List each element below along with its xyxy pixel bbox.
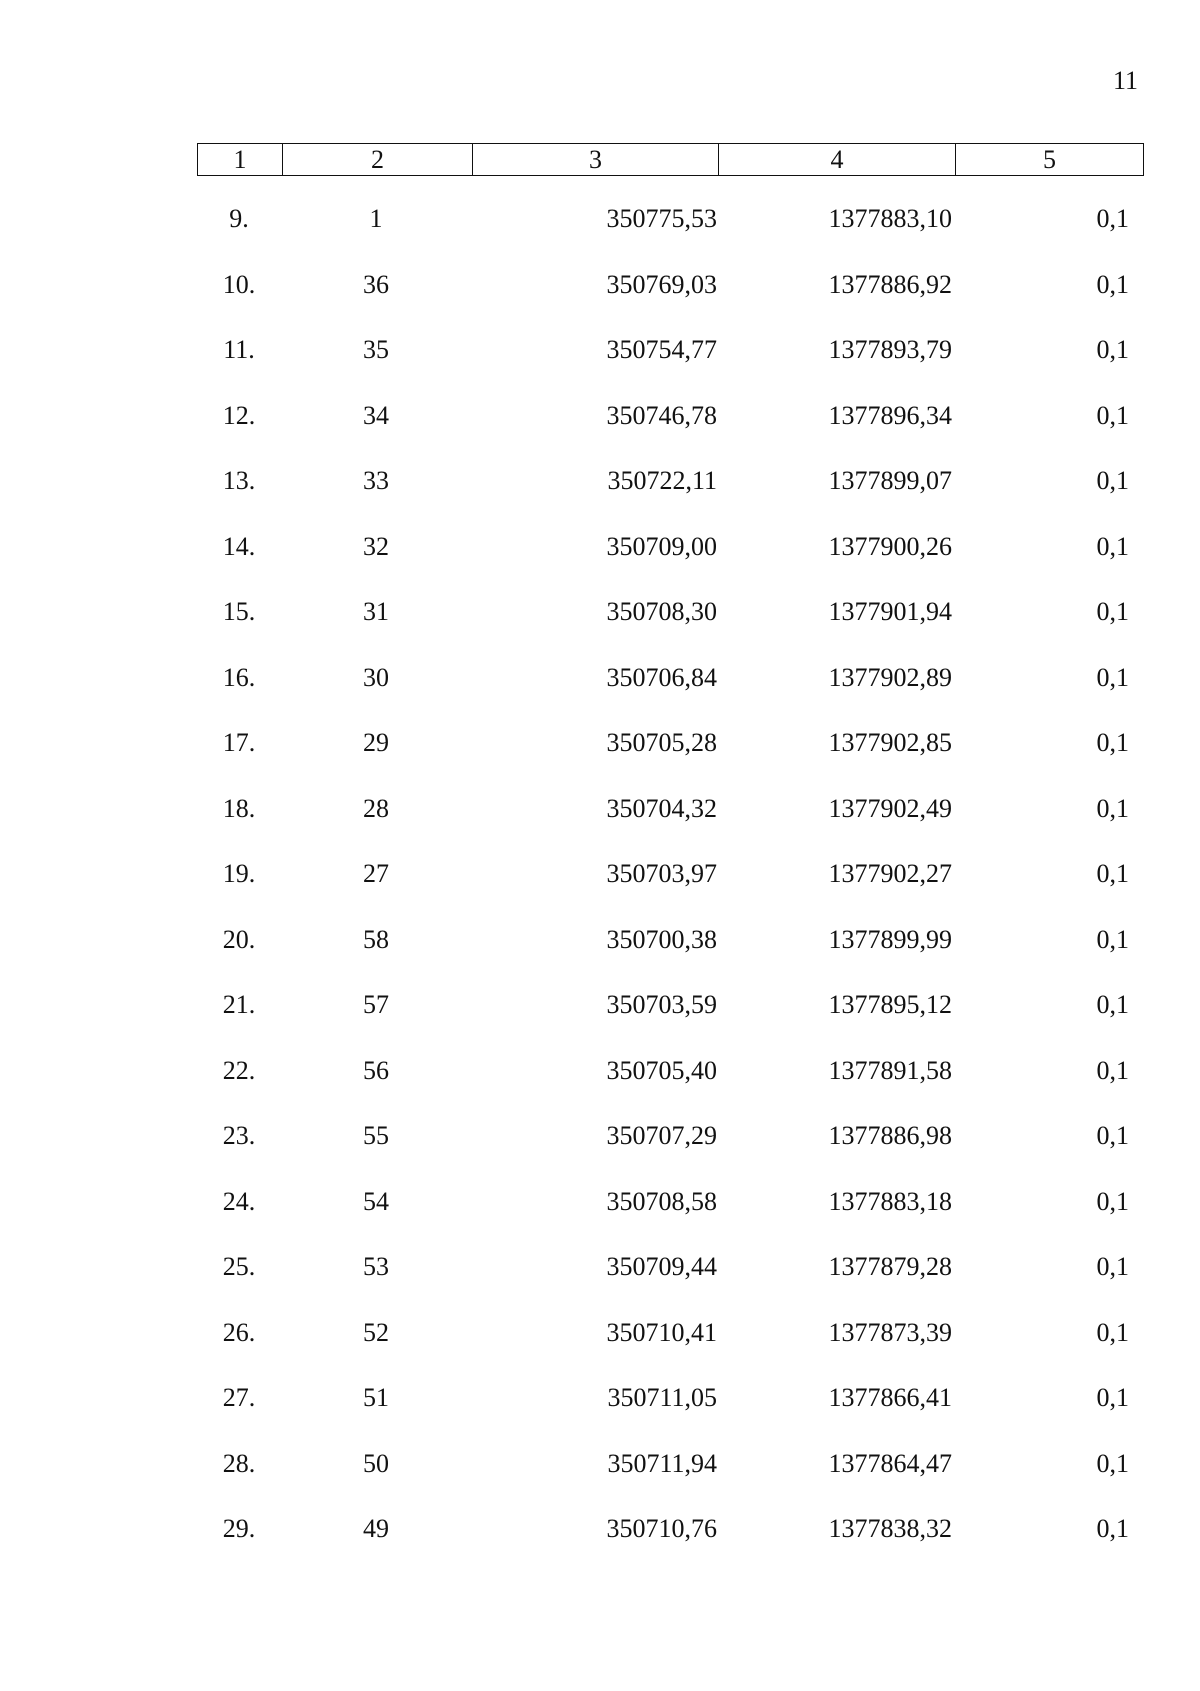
cell-coordinate-y: 1377895,12 [828, 990, 952, 1019]
header-col-5: 5 [955, 144, 1143, 175]
cell-coordinate-y: 1377902,49 [828, 793, 952, 823]
cell-point-number: 31 [363, 597, 389, 626]
cell-accuracy: 0,1 [1096, 1448, 1129, 1478]
cell-accuracy: 0,1 [1096, 662, 1129, 692]
cell-point-index: 14. [222, 531, 256, 561]
cell-accuracy: 0,1 [1096, 1317, 1129, 1347]
cell-coordinate-y: 1377900,26 [828, 531, 952, 561]
cell-point-index: 13. [222, 466, 256, 495]
table-row [197, 1376, 1144, 1442]
table-row [197, 197, 1144, 263]
cell-accuracy: 0,1 [1096, 597, 1129, 626]
cell-accuracy: 0,1 [1096, 1514, 1129, 1543]
cell-point-number: 50 [363, 1448, 389, 1478]
cell-coordinate-x: 350708,58 [606, 1186, 717, 1216]
cell-coordinate-y: 1377902,27 [828, 859, 952, 888]
cell-point-number: 35 [363, 335, 389, 364]
cell-point-number: 32 [363, 531, 389, 561]
table-row [197, 1245, 1144, 1311]
cell-point-number: 28 [363, 793, 389, 823]
cell-coordinate-y: 1377886,98 [828, 1121, 952, 1150]
table-row [197, 328, 1144, 394]
table-row [197, 590, 1144, 656]
cell-point-index: 18. [222, 793, 256, 823]
cell-point-number: 36 [363, 269, 389, 299]
cell-coordinate-y: 1377902,89 [828, 662, 952, 692]
cell-coordinate-x: 350722,11 [607, 466, 717, 495]
cell-coordinate-y: 1377883,10 [828, 204, 952, 233]
cell-accuracy: 0,1 [1096, 1055, 1129, 1085]
cell-point-index: 29. [222, 1514, 256, 1543]
table-row [197, 656, 1144, 722]
cell-accuracy: 0,1 [1096, 269, 1129, 299]
table-row [197, 1442, 1144, 1508]
cell-accuracy: 0,1 [1096, 466, 1129, 495]
table-row [197, 918, 1144, 984]
table-row [197, 1049, 1144, 1115]
table-row [197, 459, 1144, 525]
cell-point-number: 1 [369, 204, 383, 233]
cell-coordinate-y: 1377901,94 [828, 597, 952, 626]
table-row [197, 721, 1144, 787]
cell-accuracy: 0,1 [1096, 1121, 1129, 1150]
cell-point-index: 28. [222, 1448, 256, 1478]
cell-point-number: 58 [363, 924, 389, 954]
cell-coordinate-x: 350705,40 [606, 1055, 717, 1085]
cell-point-number: 30 [363, 662, 389, 692]
cell-point-index: 15. [222, 597, 256, 626]
header-col-3: 3 [472, 144, 718, 175]
cell-point-number: 57 [363, 990, 389, 1019]
cell-accuracy: 0,1 [1096, 1186, 1129, 1216]
cell-accuracy: 0,1 [1096, 1252, 1129, 1281]
cell-point-number: 54 [363, 1186, 389, 1216]
cell-coordinate-y: 1377866,41 [828, 1383, 952, 1412]
cell-coordinate-x: 350705,28 [606, 728, 717, 757]
cell-coordinate-x: 350775,53 [606, 204, 717, 233]
table-body [197, 197, 1144, 1573]
cell-accuracy: 0,1 [1096, 990, 1129, 1019]
cell-coordinate-y: 1377886,92 [828, 269, 952, 299]
cell-coordinate-x: 350700,38 [606, 924, 717, 954]
cell-accuracy: 0,1 [1096, 531, 1129, 561]
cell-point-number: 49 [363, 1514, 389, 1543]
header-col-1: 1 [233, 144, 247, 174]
cell-accuracy: 0,1 [1096, 859, 1129, 888]
cell-coordinate-y: 1377899,07 [828, 466, 952, 495]
cell-point-index: 26. [222, 1317, 256, 1347]
cell-point-number: 56 [363, 1055, 389, 1085]
cell-coordinate-y: 1377896,34 [828, 400, 952, 430]
table-row [197, 1507, 1144, 1573]
cell-coordinate-y: 1377838,32 [828, 1514, 952, 1543]
cell-coordinate-x: 350703,59 [606, 990, 717, 1019]
cell-point-number: 27 [363, 859, 389, 888]
table-header [197, 143, 1144, 176]
table-row [197, 852, 1144, 918]
cell-accuracy: 0,1 [1096, 400, 1129, 430]
cell-point-number: 52 [363, 1317, 389, 1347]
cell-point-index: 23. [222, 1121, 256, 1150]
cell-coordinate-x: 350710,76 [606, 1514, 717, 1543]
cell-point-index: 27. [222, 1383, 256, 1412]
table-row [197, 1311, 1144, 1377]
table-row [197, 394, 1144, 460]
cell-coordinate-x: 350709,00 [606, 531, 717, 561]
table-row [197, 525, 1144, 591]
cell-point-number: 51 [363, 1383, 389, 1412]
cell-point-index: 25. [222, 1252, 256, 1281]
cell-point-index: 20. [222, 924, 256, 954]
cell-accuracy: 0,1 [1096, 1383, 1129, 1412]
table-row [197, 787, 1144, 853]
cell-accuracy: 0,1 [1096, 204, 1129, 233]
cell-point-number: 29 [363, 728, 389, 757]
header-col-2: 2 [282, 144, 472, 175]
cell-accuracy: 0,1 [1096, 793, 1129, 823]
cell-coordinate-x: 350711,05 [607, 1383, 717, 1412]
cell-coordinate-x: 350703,97 [606, 859, 717, 888]
table-row [197, 983, 1144, 1049]
cell-accuracy: 0,1 [1096, 728, 1129, 757]
cell-point-index: 24. [222, 1186, 256, 1216]
cell-coordinate-y: 1377902,85 [828, 728, 952, 757]
cell-accuracy: 0,1 [1096, 924, 1129, 954]
cell-accuracy: 0,1 [1096, 335, 1129, 364]
cell-coordinate-x: 350754,77 [606, 335, 717, 364]
cell-point-index: 16. [222, 662, 256, 692]
cell-coordinate-x: 350746,78 [606, 400, 717, 430]
cell-coordinate-y: 1377864,47 [828, 1448, 952, 1478]
page-number: 11 [1112, 66, 1138, 95]
cell-coordinate-x: 350708,30 [606, 597, 717, 626]
cell-point-index: 21. [222, 990, 256, 1019]
cell-coordinate-y: 1377883,18 [828, 1186, 952, 1216]
cell-point-number: 34 [363, 400, 389, 430]
table-row [197, 1180, 1144, 1246]
cell-coordinate-y: 1377891,58 [828, 1055, 952, 1085]
cell-coordinate-x: 350711,94 [607, 1448, 717, 1478]
table-row [197, 263, 1144, 329]
cell-coordinate-x: 350706,84 [606, 662, 717, 692]
header-col-4: 4 [718, 144, 955, 175]
cell-coordinate-x: 350709,44 [606, 1252, 717, 1281]
cell-coordinate-y: 1377873,39 [828, 1317, 952, 1347]
cell-coordinate-y: 1377893,79 [828, 335, 952, 364]
table-row [197, 1114, 1144, 1180]
cell-point-index: 19. [222, 859, 256, 888]
cell-point-index: 11. [223, 335, 255, 364]
cell-coordinate-x: 350710,41 [606, 1317, 717, 1347]
cell-coordinate-y: 1377879,28 [828, 1252, 952, 1281]
cell-coordinate-x: 350769,03 [606, 269, 717, 299]
cell-coordinate-y: 1377899,99 [828, 924, 952, 954]
cell-point-index: 9. [229, 204, 249, 233]
cell-coordinate-x: 350707,29 [606, 1121, 717, 1150]
cell-point-index: 17. [222, 728, 256, 757]
cell-point-number: 53 [363, 1252, 389, 1281]
cell-coordinate-x: 350704,32 [606, 793, 717, 823]
cell-point-index: 22. [222, 1055, 256, 1085]
cell-point-index: 10. [222, 269, 256, 299]
cell-point-number: 55 [363, 1121, 389, 1150]
cell-point-number: 33 [363, 466, 389, 495]
cell-point-index: 12. [222, 400, 256, 430]
